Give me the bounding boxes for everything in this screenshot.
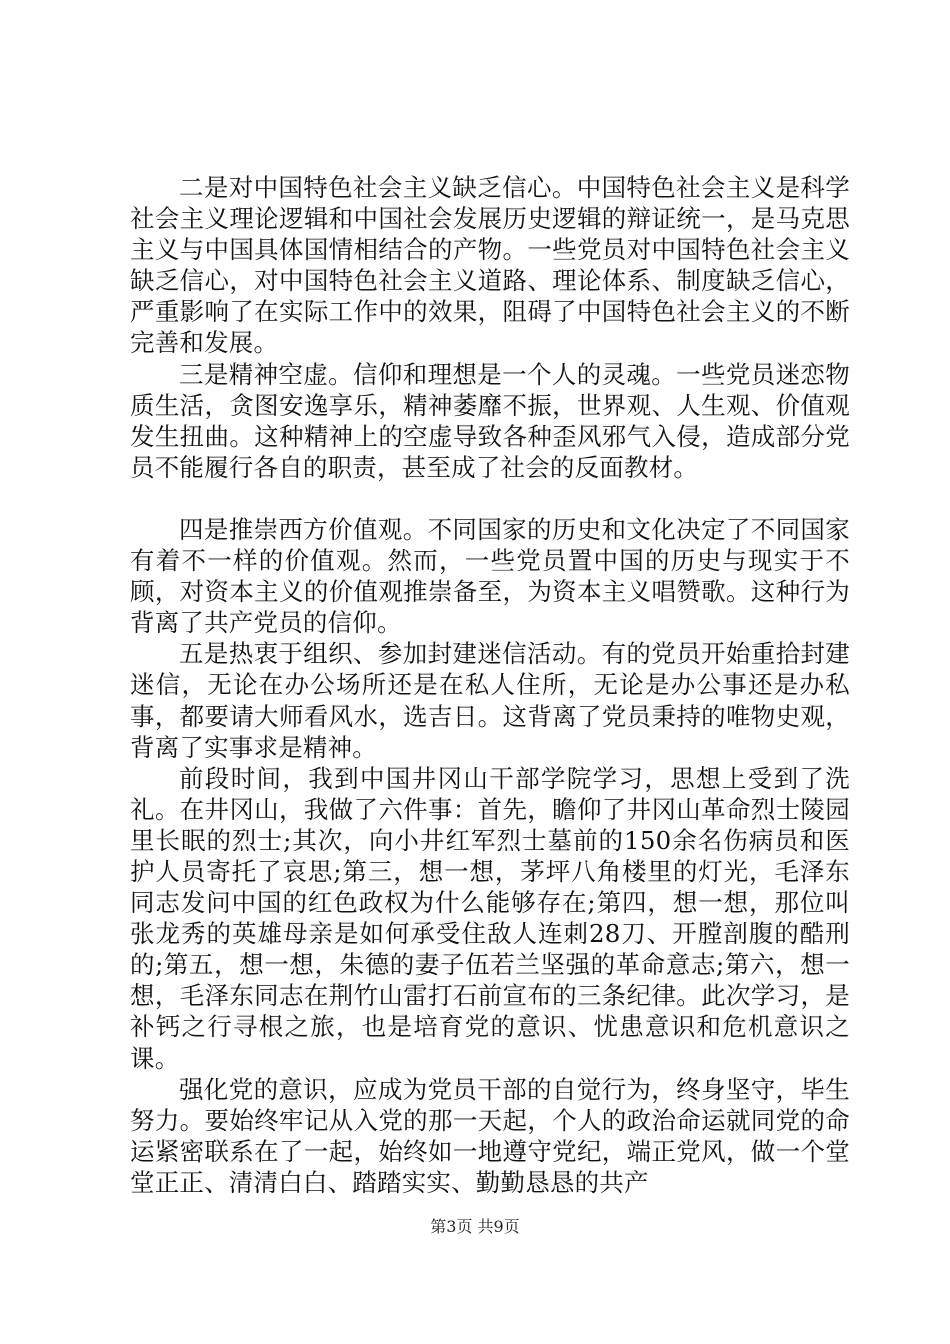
paragraph-6: 强化党的意识，应成为党员干部的自觉行为，终身坚守，毕生努力。要始终牢记从入党的那一天起，个人的政治命运就同党的命运紧密联系在了一起，始终如一地遵守党纪，端正党风，做一个堂堂正正、清清白白、踏踏实实、勤勤恳恳的共产 — [130, 1074, 850, 1197]
page-footer: 第3页 共9页 — [430, 1217, 520, 1236]
paragraph-2: 三是精神空虚。信仰和理想是一个人的灵魂。一些党员迷恋物质生活，贪图安逸享乐，精神萎靡不振，世界观、人生观、价值观发生扭曲。这种精神上的空虚导致各种歪风邪气入侵，造成部分党员不能履行各自的职责，甚至成了社会的反面教材。 — [130, 359, 850, 482]
paragraph-1: 二是对中国特色社会主义缺乏信心。中国特色社会主义是科学社会主义理论逻辑和中国社会发展历史逻辑的辩证统一，是马克思主义与中国具体国情相结合的产物。一些党员对中国特色社会主义缺乏信心，对中国特色社会主义道路、理论体系、制度缺乏信心，严重影响了在实际工作中的效果，阻碍了中国特色社会主义的不断完善和发展。 — [130, 173, 850, 358]
document-body — [130, 172, 850, 1198]
paragraph-spacer — [130, 483, 850, 514]
paragraph-3: 四是推崇西方价值观。不同国家的历史和文化决定了不同国家有着不一样的价值观。然而，一些党员置中国的历史与现实于不顾，对资本主义的价值观推崇备至，为资本主义唱赞歌。这种行为背离了共产党员的信仰。 — [130, 514, 850, 638]
paragraph-5: 前段时间，我到中国井冈山干部学院学习，思想上受到了洗礼。在井冈山，我做了六件事：首先，瞻仰了井冈山革命烈士陵园里长眠的烈士;其次，向小井红军烈士墓前的150余名伤病员和医护人员寄托了哀思;第三，想一想，茅坪八角楼里的灯光，毛泽东同志发问中国的红色政权为什么能够存在;第四，想一想，那位叫张龙秀的英雄母亲是如何承受住敌人连刺28刀、开膛剖腹的酷刑的;第五，想一想，朱德的妻子伍若兰坚强的革命意志;第六，想一想，毛泽东同志在荆竹山雷打石前宣布的三条纪律。此次学习，是补钙之行寻根之旅，也是培育党的意识、忧患意识和危机意识之课。 — [130, 763, 850, 1073]
paragraph-4: 五是热衷于组织、参加封建迷信活动。有的党员开始重拾封建迷信，无论在办公场所还是在私人住所，无论是办公事还是办私事，都要请大师看风水，选吉日。这背离了党员秉持的唯物史观，背离了实事求是精神。 — [130, 639, 850, 762]
